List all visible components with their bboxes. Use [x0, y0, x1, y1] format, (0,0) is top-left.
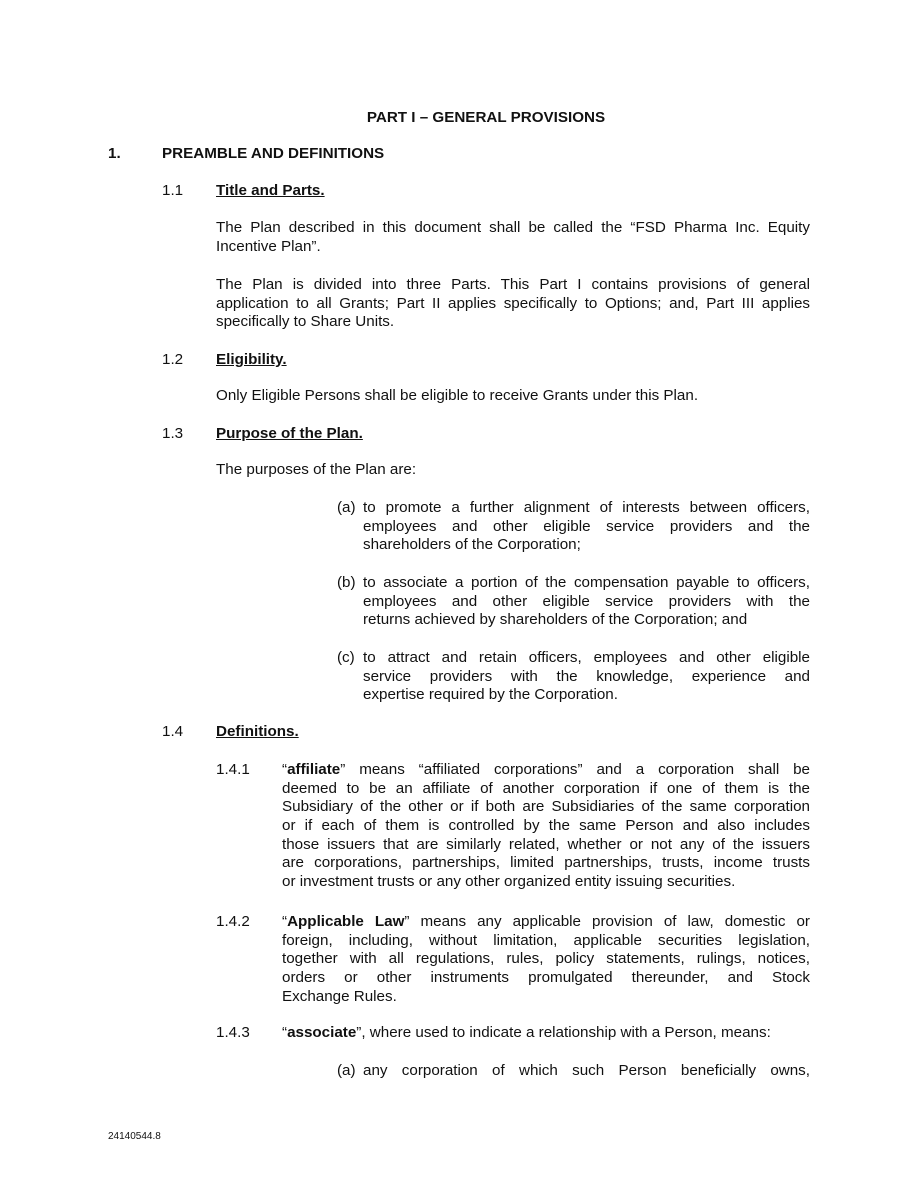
- list-item: [363, 649, 810, 705]
- text-line: employees and other eligible service providers with the: [363, 592, 810, 610]
- paragraph: [216, 461, 810, 480]
- text-line: application to all Grants; Part II applies specifically to Options; and, Part III applies: [216, 294, 810, 312]
- open-quote: “: [282, 913, 288, 930]
- text-line: are corporations, partnerships, limited partnerships, trusts, income trusts: [282, 854, 810, 872]
- text-line: expertise required by the Corporation.: [363, 686, 618, 704]
- subsection-number: 1.1: [162, 182, 184, 199]
- definition-text: ” means “affiliated corporations” and a corporation shall be: [340, 761, 810, 778]
- text-line: [282, 1024, 810, 1043]
- list-item: [363, 1062, 810, 1081]
- list-item: [363, 499, 810, 555]
- text-line: specifically to Share Units.: [216, 313, 395, 331]
- text-line: returns achieved by shareholders of the Corporation; and: [363, 611, 748, 629]
- text-line: [282, 913, 810, 932]
- text-line: [282, 761, 810, 780]
- text-line: together with all regulations, rules, policy statements, rulings, notices,: [282, 950, 810, 968]
- defined-term: Applicable Law: [287, 913, 405, 930]
- list-label: (c): [337, 649, 355, 666]
- text-line: Only Eligible Persons shall be eligible to receive Grants under this Plan.: [216, 387, 699, 404]
- definition-number: 1.4.3: [216, 1024, 250, 1041]
- text-line: Incentive Plan”.: [216, 237, 321, 255]
- section-title: PREAMBLE AND DEFINITIONS: [162, 145, 385, 162]
- text-line: Subsidiary of the other or if both are Subsidiaries of the same corporation: [282, 798, 810, 816]
- definition: [282, 1024, 810, 1043]
- text-line: or investment trusts or any other organized entity issuing securities.: [282, 873, 736, 891]
- subsection-number: 1.4: [162, 723, 184, 740]
- section-number: 1.: [108, 145, 121, 162]
- open-quote: “: [282, 761, 288, 778]
- subsection-number: 1.2: [162, 351, 184, 368]
- definition-text: ”, where used to indicate a relationship with a Person, means:: [356, 1024, 771, 1041]
- paragraph: [216, 276, 810, 332]
- text-line: foreign, including, without limitation, applicable securities legislation,: [282, 931, 810, 949]
- text-line: any corporation of which such Person beneficially owns,: [363, 1062, 810, 1079]
- definition-number: 1.4.1: [216, 761, 250, 778]
- subsection-title: Title and Parts.: [216, 182, 325, 199]
- list-label: (a): [337, 1062, 356, 1079]
- text-line: or if each of them is controlled by the same Person and also includes: [282, 817, 810, 835]
- text-line: to associate a portion of the compensation payable to officers,: [363, 574, 810, 591]
- text-line: shareholders of the Corporation;: [363, 536, 581, 554]
- text-line: to attract and retain officers, employees and other eligible: [363, 649, 810, 666]
- subsection-title: Eligibility.: [216, 351, 287, 368]
- subsection-number: 1.3: [162, 425, 184, 442]
- document-id-footer: 24140544.8: [108, 1131, 161, 1142]
- text-line: The Plan described in this document shall be called the “FSD Pharma Inc. Equity: [216, 219, 810, 236]
- open-quote: “: [282, 1024, 288, 1041]
- text-line: those issuers that are similarly related, whether or not any of the issuers: [282, 835, 810, 853]
- subsection-title: Purpose of the Plan.: [216, 425, 363, 442]
- definition-number: 1.4.2: [216, 913, 250, 930]
- text-line: employees and other eligible service providers and the: [363, 517, 810, 535]
- text-line: orders or other instruments promulgated thereunder, and Stock: [282, 969, 810, 987]
- paragraph: [216, 387, 810, 406]
- text-line: The purposes of the Plan are:: [216, 461, 417, 478]
- subsection-title: Definitions.: [216, 723, 299, 740]
- text-line: Exchange Rules.: [282, 987, 397, 1005]
- definition: [282, 761, 810, 892]
- list-label: (a): [337, 499, 356, 516]
- defined-term: affiliate: [287, 761, 341, 778]
- definition-text: ” means any applicable provision of law, domestic or: [404, 913, 810, 930]
- list-item: [363, 574, 810, 630]
- paragraph: [216, 219, 810, 256]
- text-line: deemed to be an affiliate of another corporation if one of them is the: [282, 779, 810, 797]
- text-line: to promote a further alignment of interests between officers,: [363, 499, 810, 516]
- defined-term: associate: [287, 1024, 357, 1041]
- part-title: PART I – GENERAL PROVISIONS: [366, 109, 606, 126]
- definition: [282, 913, 810, 1006]
- list-label: (b): [337, 574, 356, 591]
- text-line: The Plan is divided into three Parts. This Part I contains provisions of general: [216, 276, 810, 293]
- text-line: service providers with the knowledge, experience and: [363, 667, 810, 685]
